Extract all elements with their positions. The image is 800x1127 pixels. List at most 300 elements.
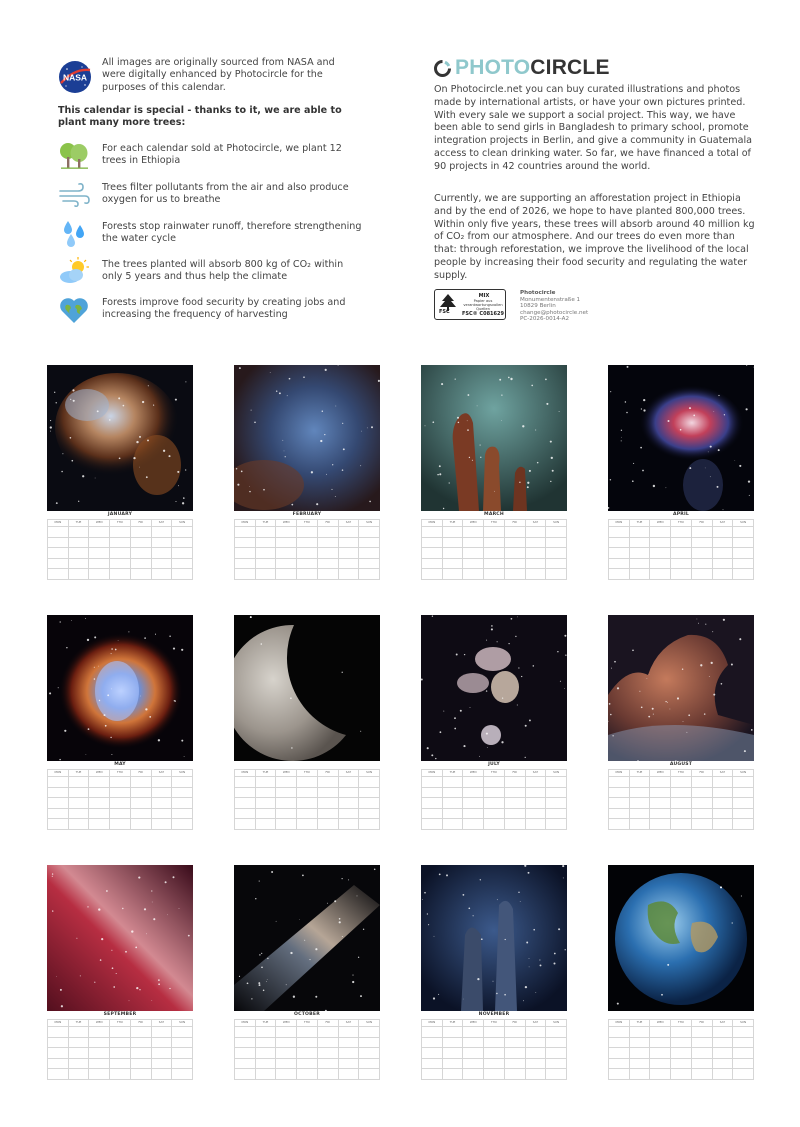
day-cell (422, 537, 443, 548)
day-cell (504, 808, 525, 819)
fact-text: For each calendar sold at Photocircle, we plant 12 trees in Ethiopia (102, 143, 342, 167)
circle-logo-icon (434, 60, 451, 77)
day-cell (504, 787, 525, 798)
day-cell (68, 798, 89, 809)
day-cell (172, 548, 193, 559)
month-photo (608, 615, 754, 761)
day-cell (442, 527, 463, 538)
weekday-label: FRI (317, 770, 338, 777)
weekday-label: SUN (546, 520, 567, 527)
day-cell (463, 777, 484, 788)
day-cell (317, 537, 338, 548)
day-cell (691, 1069, 712, 1080)
day-cell (650, 569, 671, 580)
fsc-label (434, 289, 506, 320)
day-cell (671, 1037, 692, 1048)
day-cell (609, 808, 630, 819)
nasa-logo-text: NASA (62, 72, 88, 83)
day-cell (546, 569, 567, 580)
day-cell (359, 787, 380, 798)
weekday-label: TUE (629, 1020, 650, 1027)
day-cell (151, 548, 172, 559)
day-cell (650, 798, 671, 809)
day-cell (338, 527, 359, 538)
address-street: Monumentenstraße 1 (520, 296, 581, 303)
day-cell (235, 548, 256, 559)
weekday-label: SUN (733, 770, 754, 777)
day-cell (525, 798, 546, 809)
weekday-label: FRI (504, 1020, 525, 1027)
weekday-label: THU (484, 520, 505, 527)
day-cell (172, 1058, 193, 1069)
day-cell (110, 787, 131, 798)
day-cell (422, 798, 443, 809)
day-cell (691, 548, 712, 559)
day-cell (172, 808, 193, 819)
day-cell (110, 558, 131, 569)
day-cell (151, 537, 172, 548)
month-calendar-grid (47, 519, 193, 579)
day-cell (504, 537, 525, 548)
weekday-label: THU (484, 770, 505, 777)
day-cell (297, 558, 318, 569)
day-cell (609, 548, 630, 559)
day-cell (504, 798, 525, 809)
day-cell (484, 1048, 505, 1059)
day-cell (317, 1069, 338, 1080)
day-cell (484, 819, 505, 830)
day-cell (504, 1069, 525, 1080)
weekday-label: WED (650, 1020, 671, 1027)
fact-text: Trees filter pollutants from the air and also produce oxygen for us to breathe (102, 182, 349, 206)
weekday-label: THU (110, 770, 131, 777)
day-cell (671, 787, 692, 798)
month-photo (47, 615, 193, 761)
day-cell (463, 558, 484, 569)
address-email: change@photocircle.net (520, 309, 589, 316)
day-cell (484, 798, 505, 809)
day-cell (110, 1069, 131, 1080)
day-cell (317, 787, 338, 798)
day-cell (442, 537, 463, 548)
weekday-label: MON (235, 520, 256, 527)
day-cell (255, 569, 276, 580)
day-cell (276, 1069, 297, 1080)
day-cell (276, 569, 297, 580)
weekday-label: TUE (68, 770, 89, 777)
day-cell (151, 558, 172, 569)
day-cell (89, 798, 110, 809)
weekday-label: MON (422, 520, 443, 527)
day-cell (255, 808, 276, 819)
day-cell (317, 527, 338, 538)
day-cell (89, 548, 110, 559)
day-cell (338, 1048, 359, 1059)
day-cell (359, 558, 380, 569)
weekday-label: MON (609, 770, 630, 777)
day-cell (276, 1048, 297, 1059)
weekday-label: MON (48, 520, 69, 527)
day-cell (235, 1069, 256, 1080)
day-cell (712, 1058, 733, 1069)
day-cell (235, 787, 256, 798)
brand-name-part2: CIRCLE (530, 56, 610, 79)
company-address (520, 290, 640, 323)
day-cell (609, 787, 630, 798)
day-cell (484, 1027, 505, 1038)
day-cell (442, 1037, 463, 1048)
day-cell (276, 798, 297, 809)
day-cell (68, 537, 89, 548)
day-cell (484, 1058, 505, 1069)
day-cell (546, 537, 567, 548)
fact-item (58, 182, 358, 212)
day-cell (733, 537, 754, 548)
day-cell (317, 819, 338, 830)
fact-item (58, 143, 358, 173)
fact-text: Forests improve food security by creating jobs and increasing the frequency of harvesting (102, 297, 346, 321)
day-cell (151, 1069, 172, 1080)
day-cell (130, 1037, 151, 1048)
day-cell (712, 558, 733, 569)
day-cell (48, 787, 69, 798)
day-cell (359, 798, 380, 809)
day-cell (297, 537, 318, 548)
day-cell (546, 1027, 567, 1038)
weekday-label: WED (89, 770, 110, 777)
month-name: JANUARY (107, 512, 133, 517)
day-cell (691, 1037, 712, 1048)
day-cell (235, 808, 256, 819)
day-cell (68, 527, 89, 538)
day-cell (484, 808, 505, 819)
special-heading: This calendar is special - thanks to it, we are able to plant many more trees: (58, 105, 342, 129)
weekday-label: TUE (255, 770, 276, 777)
day-cell (504, 558, 525, 569)
day-cell (463, 527, 484, 538)
day-cell (235, 1058, 256, 1069)
day-cell (546, 558, 567, 569)
day-cell (359, 808, 380, 819)
day-cell (48, 569, 69, 580)
day-cell (89, 819, 110, 830)
about-paragraph-2: Currently, we are supporting an afforestation project in Ethiopia and by the end of 2026, we hope to have planted 800,000 trees. Within only five years, these trees will absorb around 40 million kg of CO₂ from our atmosphere. And our trees do even more than that: through reforestation, we improve the livelihood of the local people by increasing their food security and regulating the water supply. (434, 193, 755, 281)
day-cell (110, 777, 131, 788)
day-cell (525, 569, 546, 580)
day-cell (255, 819, 276, 830)
day-cell (48, 548, 69, 559)
weekday-label: SAT (712, 1020, 733, 1027)
day-cell (442, 1058, 463, 1069)
weekday-label: FRI (130, 1020, 151, 1027)
day-cell (235, 798, 256, 809)
day-cell (463, 537, 484, 548)
fsc-mix: MIX (478, 293, 490, 299)
day-cell (235, 819, 256, 830)
day-cell (255, 548, 276, 559)
month-panel-january (47, 365, 193, 579)
day-cell (151, 787, 172, 798)
weekday-label: WED (89, 1020, 110, 1027)
day-cell (68, 1037, 89, 1048)
day-cell (255, 1048, 276, 1059)
day-cell (442, 1027, 463, 1038)
day-cell (276, 808, 297, 819)
day-cell (691, 1058, 712, 1069)
month-panel-october (234, 865, 380, 1079)
day-cell (546, 1048, 567, 1059)
weekday-label: FRI (504, 770, 525, 777)
month-photo (234, 865, 380, 1011)
day-cell (48, 1069, 69, 1080)
weekday-label: TUE (442, 770, 463, 777)
day-cell (629, 808, 650, 819)
brand-name (455, 56, 610, 80)
day-cell (338, 1027, 359, 1038)
day-cell (525, 1069, 546, 1080)
about-paragraph-1: On Photocircle.net you can buy curated illustrations and photos made by international artists, or have your own pictures printed. With every sale we support a social project. This way, we have been able to send girls in Bangladesh to primary school, promote integration projects in Berlin, and give a community in Guatemala access to clean drinking water. So far, we have financed a total of 90 projects in 42 countries around the world. (434, 84, 753, 172)
day-cell (525, 819, 546, 830)
day-cell (504, 819, 525, 830)
day-cell (297, 1027, 318, 1038)
weekday-label: SAT (151, 1020, 172, 1027)
month-panel-november (421, 865, 567, 1079)
day-cell (151, 798, 172, 809)
day-cell (48, 1058, 69, 1069)
day-cell (671, 527, 692, 538)
day-cell (110, 569, 131, 580)
day-cell (712, 537, 733, 548)
day-cell (235, 1048, 256, 1059)
weekday-label: SUN (172, 1020, 193, 1027)
day-cell (359, 527, 380, 538)
address-city: 10829 Berlin (520, 303, 556, 310)
day-cell (712, 1027, 733, 1038)
weekday-label: SUN (359, 520, 380, 527)
day-cell (130, 798, 151, 809)
month-panel-may (47, 615, 193, 829)
weekday-label: FRI (504, 520, 525, 527)
day-cell (691, 569, 712, 580)
day-cell (172, 1069, 193, 1080)
day-cell (422, 1037, 443, 1048)
fsc-code: FSC® C081629 (462, 311, 504, 317)
weekday-label: SUN (546, 1020, 567, 1027)
day-cell (89, 1058, 110, 1069)
day-cell (671, 558, 692, 569)
brand-name-part1: PHOTO (455, 56, 531, 79)
day-cell (359, 548, 380, 559)
day-cell (338, 1069, 359, 1080)
month-photo (421, 615, 567, 761)
day-cell (463, 1058, 484, 1069)
day-cell (712, 777, 733, 788)
month-name (250, 616, 252, 618)
day-cell (235, 569, 256, 580)
day-cell (68, 1069, 89, 1080)
day-cell (48, 819, 69, 830)
weekday-label: SAT (525, 770, 546, 777)
day-cell (712, 787, 733, 798)
day-cell (110, 1027, 131, 1038)
day-cell (671, 1058, 692, 1069)
day-cell (359, 1027, 380, 1038)
day-cell (359, 1048, 380, 1059)
day-cell (130, 537, 151, 548)
weekday-label: SUN (172, 770, 193, 777)
day-cell (130, 777, 151, 788)
month-name: NOVEMBER (478, 1012, 510, 1017)
day-cell (89, 527, 110, 538)
day-cell (546, 1069, 567, 1080)
day-cell (48, 527, 69, 538)
day-cell (89, 1027, 110, 1038)
day-cell (276, 1027, 297, 1038)
day-cell (546, 1058, 567, 1069)
day-cell (733, 808, 754, 819)
day-cell (48, 777, 69, 788)
day-cell (733, 548, 754, 559)
day-cell (712, 548, 733, 559)
weekday-label: TUE (629, 520, 650, 527)
day-cell (89, 777, 110, 788)
day-cell (297, 1069, 318, 1080)
day-cell (110, 1048, 131, 1059)
day-cell (68, 548, 89, 559)
weekday-label: THU (110, 1020, 131, 1027)
nasa-credit-text: All images are originally sourced from NASA and were digitally enhanced by Photocircle for the purposes of this calendar. (102, 57, 335, 93)
day-cell (151, 819, 172, 830)
day-cell (89, 569, 110, 580)
day-cell (359, 569, 380, 580)
day-cell (442, 808, 463, 819)
day-cell (235, 777, 256, 788)
day-cell (235, 537, 256, 548)
day-cell (546, 1037, 567, 1048)
day-cell (338, 1058, 359, 1069)
weekday-label: WED (276, 520, 297, 527)
day-cell (422, 558, 443, 569)
fsc-tree-label: FSC (439, 309, 450, 315)
day-cell (297, 808, 318, 819)
day-cell (422, 787, 443, 798)
day-cell (504, 1058, 525, 1069)
day-cell (442, 787, 463, 798)
day-cell (712, 569, 733, 580)
day-cell (650, 787, 671, 798)
day-cell (48, 808, 69, 819)
day-cell (172, 798, 193, 809)
day-cell (463, 548, 484, 559)
weekday-label: MON (422, 770, 443, 777)
day-cell (235, 1027, 256, 1038)
day-cell (338, 569, 359, 580)
day-cell (629, 1027, 650, 1038)
day-cell (609, 1048, 630, 1059)
day-cell (650, 1037, 671, 1048)
day-cell (671, 1048, 692, 1059)
day-cell (691, 1048, 712, 1059)
day-cell (712, 798, 733, 809)
fact-item (58, 221, 362, 251)
day-cell (422, 777, 443, 788)
day-cell (525, 558, 546, 569)
month-panel-december (608, 865, 754, 1079)
day-cell (151, 1048, 172, 1059)
day-cell (422, 569, 443, 580)
day-cell (338, 798, 359, 809)
day-cell (691, 777, 712, 788)
day-cell (629, 798, 650, 809)
month-calendar-grid (47, 1019, 193, 1079)
day-cell (691, 798, 712, 809)
day-cell (172, 777, 193, 788)
weekday-label: TUE (255, 520, 276, 527)
day-cell (463, 798, 484, 809)
day-cell (650, 527, 671, 538)
day-cell (463, 819, 484, 830)
day-cell (671, 798, 692, 809)
day-cell (442, 777, 463, 788)
fact-text: Forests stop rainwater runoff, therefore strengthening the water cycle (102, 221, 362, 245)
day-cell (317, 808, 338, 819)
day-cell (442, 819, 463, 830)
day-cell (359, 819, 380, 830)
weekday-label: SAT (525, 1020, 546, 1027)
day-cell (255, 1058, 276, 1069)
day-cell (609, 558, 630, 569)
day-cell (484, 527, 505, 538)
fsc-subtitle: Papier aus verantwortungsvollen Quellen (463, 299, 503, 312)
day-cell (671, 537, 692, 548)
day-cell (650, 1058, 671, 1069)
day-cell (629, 787, 650, 798)
day-cell (68, 1058, 89, 1069)
weekday-label: WED (276, 1020, 297, 1027)
day-cell (650, 777, 671, 788)
day-cell (650, 808, 671, 819)
weekday-label: TUE (68, 1020, 89, 1027)
day-cell (442, 1048, 463, 1059)
day-cell (733, 1069, 754, 1080)
day-cell (733, 558, 754, 569)
weekday-label: FRI (130, 520, 151, 527)
day-cell (504, 777, 525, 788)
day-cell (48, 558, 69, 569)
day-cell (463, 1027, 484, 1038)
day-cell (609, 798, 630, 809)
day-cell (151, 777, 172, 788)
month-name: MAY (114, 762, 126, 767)
day-cell (484, 787, 505, 798)
day-cell (359, 1058, 380, 1069)
day-cell (151, 1058, 172, 1069)
day-cell (733, 569, 754, 580)
day-cell (629, 1069, 650, 1080)
month-name: MARCH (484, 512, 504, 517)
day-cell (297, 787, 318, 798)
day-cell (504, 527, 525, 538)
month-calendar-grid (421, 1019, 567, 1079)
day-cell (68, 569, 89, 580)
month-panel-august (608, 615, 754, 829)
day-cell (650, 1048, 671, 1059)
day-cell (110, 527, 131, 538)
day-cell (733, 777, 754, 788)
day-cell (338, 787, 359, 798)
month-name: JULY (488, 762, 500, 767)
day-cell (317, 558, 338, 569)
